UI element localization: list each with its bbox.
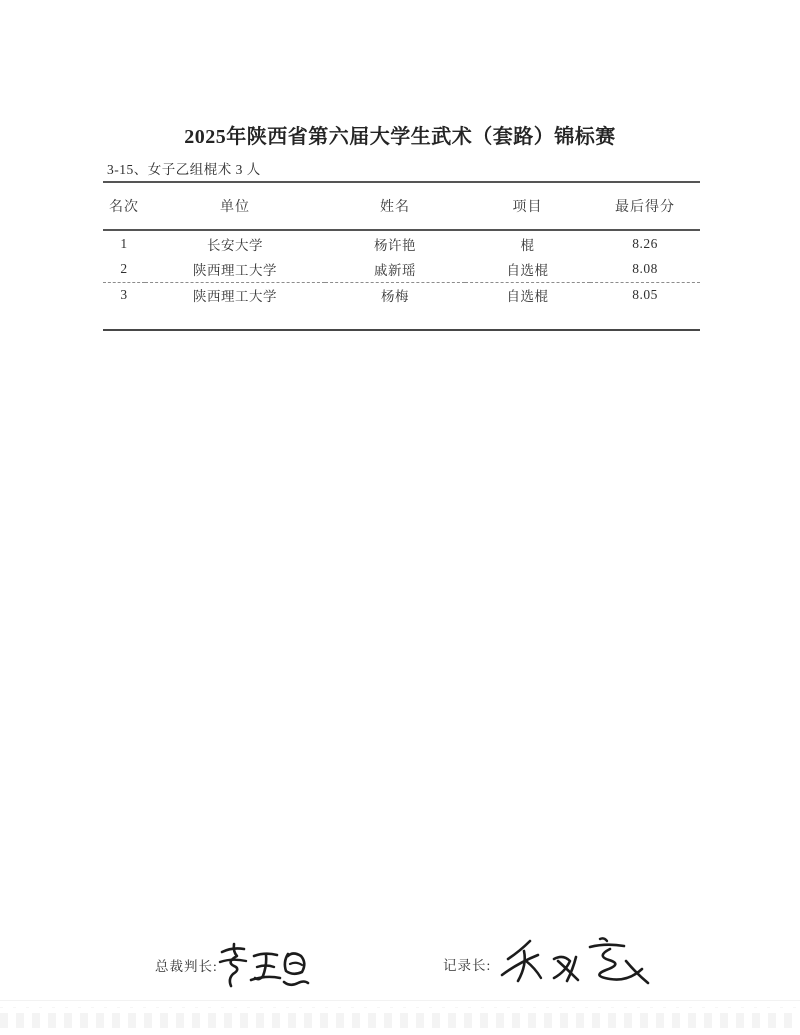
results-table [103, 181, 700, 331]
cell-score: 8.26 [632, 235, 658, 251]
column-header-rank: 名次 [103, 182, 145, 230]
scan-artifact-band [0, 996, 800, 1035]
table-row [103, 256, 700, 282]
event-section-label: 3-15、女子乙组棍术 3 人 [107, 162, 261, 177]
cell-unit: 陕西理工大学 [145, 282, 325, 308]
column-header-name: 姓名 [325, 182, 465, 230]
recorder-signature [496, 933, 654, 988]
cell-event: 棍 [520, 237, 535, 253]
table-row [103, 230, 700, 256]
cell-name: 杨梅 [325, 282, 465, 308]
table-spacer-row [103, 308, 700, 330]
page-title: 2025年陕西省第六届大学生武术（套路）锦标赛 [184, 126, 616, 148]
cell-rank: 3 [103, 282, 145, 308]
column-header-unit: 单位 [145, 182, 325, 230]
cell-score: 8.08 [632, 260, 658, 276]
column-header-score: 最后得分 [590, 182, 700, 230]
column-header-event: 项目 [465, 182, 590, 230]
cell-unit: 陕西理工大学 [193, 262, 277, 278]
cell-score: 8.05 [590, 282, 700, 308]
cell-rank: 1 [120, 235, 128, 251]
table-header-row [103, 182, 700, 230]
chief-referee-signature [214, 938, 314, 990]
table-row [103, 282, 700, 308]
cell-name: 杨许艳 [374, 237, 416, 253]
cell-unit: 长安大学 [207, 237, 263, 253]
cell-event: 自选棍 [506, 262, 549, 278]
recorder-label: 记录长: [443, 958, 492, 973]
chief-referee-label: 总裁判长: [155, 959, 218, 974]
cell-event: 自选棍 [465, 282, 590, 308]
cell-name: 戚新瑶 [374, 262, 416, 278]
cell-rank: 2 [120, 260, 128, 276]
